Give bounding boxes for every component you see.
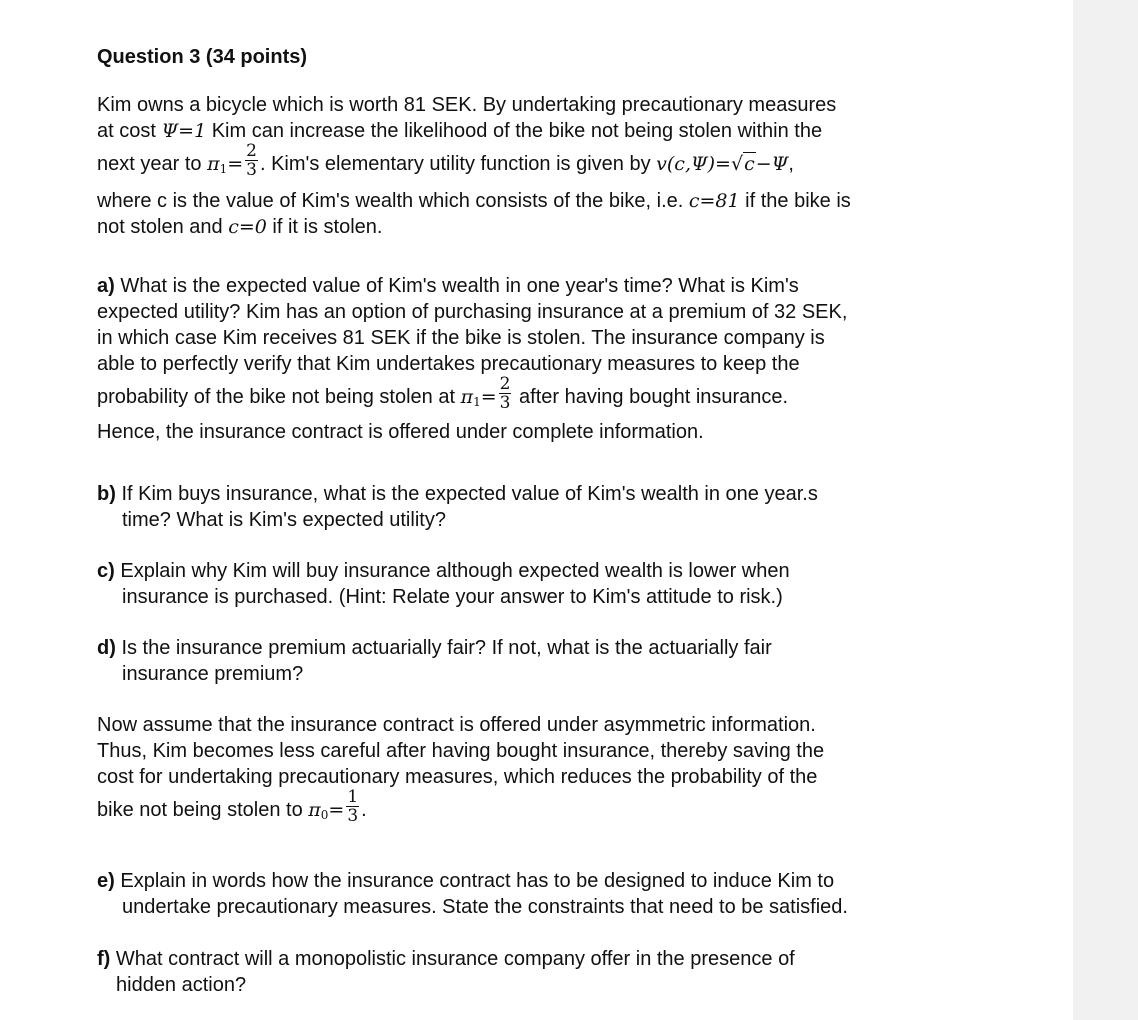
asymmetric-paragraph xyxy=(97,712,1062,830)
text: Kim can increase the likelihood of the bike not being stolen within the xyxy=(206,120,823,142)
part-c-line: insurance is purchased. (Hint: Relate your answer to Kim's attitude to risk.) xyxy=(122,586,783,608)
text: where c is the value of Kim's wealth which consists of the bike, i.e. xyxy=(97,190,689,212)
fraction-one-third xyxy=(346,788,359,825)
fraction-denominator: 3 xyxy=(499,393,511,414)
part-e-line xyxy=(97,868,1062,894)
part-a xyxy=(97,273,1062,445)
part-label: c) xyxy=(97,560,115,582)
text: If Kim buys insurance, what is the expected value of Kim's wealth in one year.s xyxy=(115,483,818,505)
math-subscript: 1 xyxy=(473,395,481,409)
math-pi: π xyxy=(460,386,474,408)
fraction-numerator: 2 xyxy=(246,141,257,162)
math-cost: Ψ=1 xyxy=(161,120,207,142)
part-label: b) xyxy=(97,483,116,505)
math-utility-args: (c,Ψ)= xyxy=(666,153,731,175)
part-c xyxy=(97,558,1062,610)
fraction-numerator: 1 xyxy=(347,787,359,808)
part-b-line: time? What is Kim's expected utility? xyxy=(122,509,446,531)
text: , xyxy=(788,153,794,175)
asym-line xyxy=(97,787,1062,830)
part-a-line: able to perfectly verify that Kim undertakes precautionary measures to keep the xyxy=(97,353,800,375)
asym-line: cost for undertaking precautionary measures, which reduces the probability of the xyxy=(97,766,818,788)
part-label: e) xyxy=(97,870,115,892)
fraction-two-thirds xyxy=(245,142,258,179)
part-f xyxy=(97,946,1062,998)
text: if the bike is xyxy=(739,190,851,212)
text: What is the expected value of Kim's wealth in one year's time? What is Kim's xyxy=(114,275,799,297)
intro-paragraph xyxy=(97,92,1062,240)
part-label: f) xyxy=(97,948,111,970)
sqrt-body: c xyxy=(744,153,755,175)
text: Explain in words how the insurance contract has to be designed to induce Kim to xyxy=(114,870,835,892)
text: at cost xyxy=(97,120,162,142)
part-label: a) xyxy=(97,275,115,297)
part-a-line xyxy=(97,374,1062,417)
part-a-line xyxy=(97,273,1062,299)
math-subscript: 0 xyxy=(320,808,329,822)
intro-line xyxy=(97,118,1062,144)
math-c81: c=81 xyxy=(688,190,740,212)
sqrt-sign: √ xyxy=(730,153,744,175)
part-e xyxy=(97,868,1062,920)
right-sidebar xyxy=(1073,0,1138,1020)
part-label: d) xyxy=(97,637,116,659)
part-b-line xyxy=(97,481,1062,507)
math-pi: π xyxy=(308,799,321,821)
asym-line: Now assume that the insurance contract is offered under asymmetric information. xyxy=(97,714,816,736)
text: Is the insurance premium actuarially fair? If not, what is the actuarially fair xyxy=(115,637,772,659)
text: . Kim's elementary utility function is given by xyxy=(259,153,657,175)
text: next year to xyxy=(97,153,208,175)
intro-line xyxy=(97,214,1062,240)
part-d-line: insurance premium? xyxy=(122,663,304,685)
math-equals: = xyxy=(480,386,497,408)
text: after having bought insurance. xyxy=(513,386,789,408)
math-minus-psi: −Ψ xyxy=(755,153,789,175)
math-subscript: 1 xyxy=(219,162,228,176)
intro-line xyxy=(97,188,1062,214)
part-c-line xyxy=(97,558,1062,584)
text: bike not being stolen to xyxy=(97,799,309,821)
text: not stolen and xyxy=(97,216,229,238)
part-a-line: Hence, the insurance contract is offered under complete information. xyxy=(97,421,704,443)
part-e-line: undertake precautionary measures. State the constraints that need to be satisfied. xyxy=(122,896,848,918)
text: . xyxy=(361,799,367,821)
part-a-line: in which case Kim receives 81 SEK if the bike is stolen. The insurance company is xyxy=(97,327,825,349)
asym-line: Thus, Kim becomes less careful after having bought insurance, thereby saving the xyxy=(97,740,825,762)
math-utility-v: v xyxy=(656,153,667,175)
math-pi: π xyxy=(207,153,220,175)
text: if it is stolen. xyxy=(266,216,383,238)
part-f-line xyxy=(97,946,1062,972)
intro-line xyxy=(97,141,1062,184)
part-b xyxy=(97,481,1062,533)
part-d xyxy=(97,635,1062,687)
fraction-denominator: 3 xyxy=(246,160,257,181)
math-sqrt xyxy=(731,144,756,184)
part-f-line: hidden action? xyxy=(116,974,247,996)
fraction-two-thirds xyxy=(499,375,512,412)
part-a-line: expected utility? Kim has an option of purchasing insurance at a premium of 32 SEK, xyxy=(97,301,848,323)
text: probability of the bike not being stolen at xyxy=(97,386,461,408)
text: What contract will a monopolistic insurance company offer in the presence of xyxy=(110,948,795,970)
intro-line: Kim owns a bicycle which is worth 81 SEK. By undertaking precautionary measures xyxy=(97,94,837,116)
question-title: Question 3 (34 points) xyxy=(97,46,308,68)
fraction-numerator: 2 xyxy=(499,374,511,395)
math-equals: = xyxy=(328,799,345,821)
fraction-denominator: 3 xyxy=(347,806,359,827)
math-c0: c=0 xyxy=(228,216,267,238)
text: Explain why Kim will buy insurance although expected wealth is lower when xyxy=(114,560,790,582)
math-equals: = xyxy=(227,153,244,175)
part-d-line xyxy=(97,635,1062,661)
